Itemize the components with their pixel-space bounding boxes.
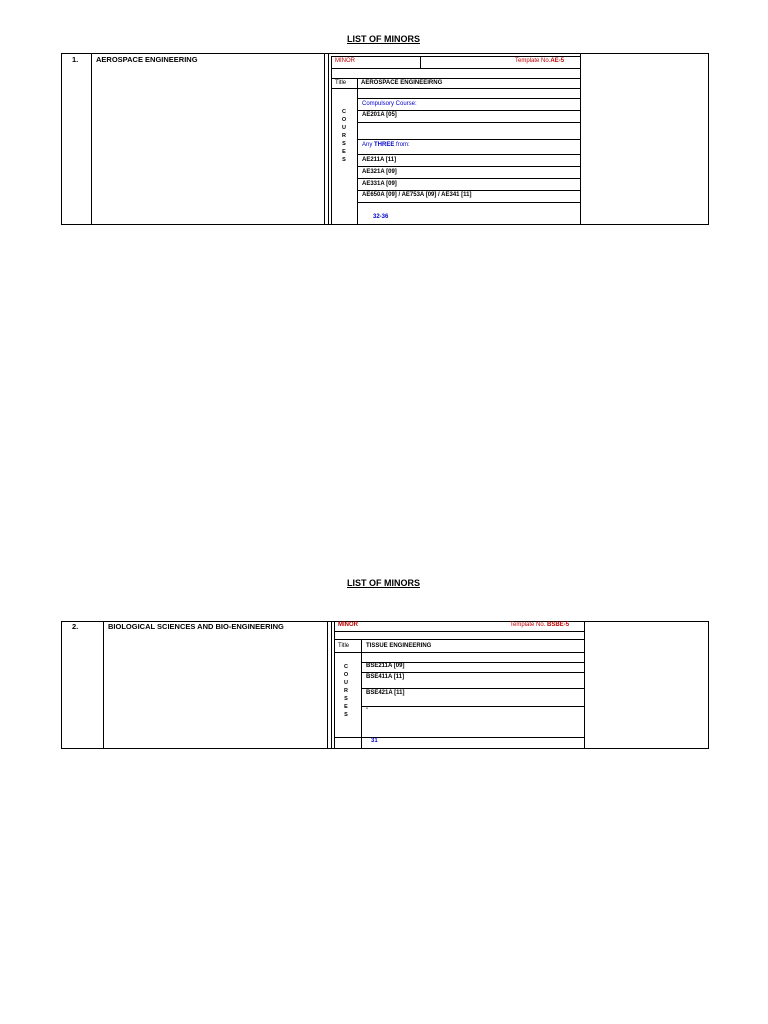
department-name: BIOLOGICAL SCIENCES AND BIO-ENGINEERING (108, 622, 284, 631)
page-heading: LIST OF MINORS (347, 578, 420, 588)
courses-vertical-label: C O U R S E S (343, 664, 349, 718)
title-label: Title (338, 643, 350, 649)
elective-instruction: Any THREE from: (362, 142, 410, 148)
row-number: 1. (72, 55, 79, 64)
title-label: Title (335, 80, 347, 86)
compulsory-label: Compulsory Course: (362, 101, 417, 107)
course-item: AE650A [09] / AE753A [09] / AE341 [11] (362, 192, 472, 198)
course-item: AE201A [05] (362, 112, 397, 118)
credits-value: 32-36 (373, 214, 389, 220)
course-item: AE321A [09] (362, 169, 397, 175)
row-number: 2. (72, 622, 79, 631)
page-heading: LIST OF MINORS (347, 34, 420, 44)
template-number: Template No.AE-5 (515, 58, 565, 64)
courses-vertical-label: C O U R S E S (341, 109, 347, 163)
course-item: - (366, 706, 368, 712)
credits-value: 31 (371, 738, 378, 744)
department-name: AEROSPACE ENGINEERING (96, 55, 198, 64)
outer-table (61, 621, 709, 749)
course-item: AE211A [11] (362, 157, 397, 163)
title-value: AEROSPACE ENGINEEIRNG (361, 80, 443, 86)
course-item: BSE211A [09] (366, 663, 405, 669)
course-item: AE331A [09] (362, 181, 397, 187)
course-item: BSE421A [11] (366, 690, 405, 696)
title-value: TISSUE ENGINEERING (366, 643, 432, 649)
minor-label: MINOR (338, 622, 358, 628)
template-number: Template No. BSBE-5 (510, 622, 570, 628)
minor-label: MINOR (335, 58, 355, 64)
course-item: BSE411A [11] (366, 674, 405, 680)
